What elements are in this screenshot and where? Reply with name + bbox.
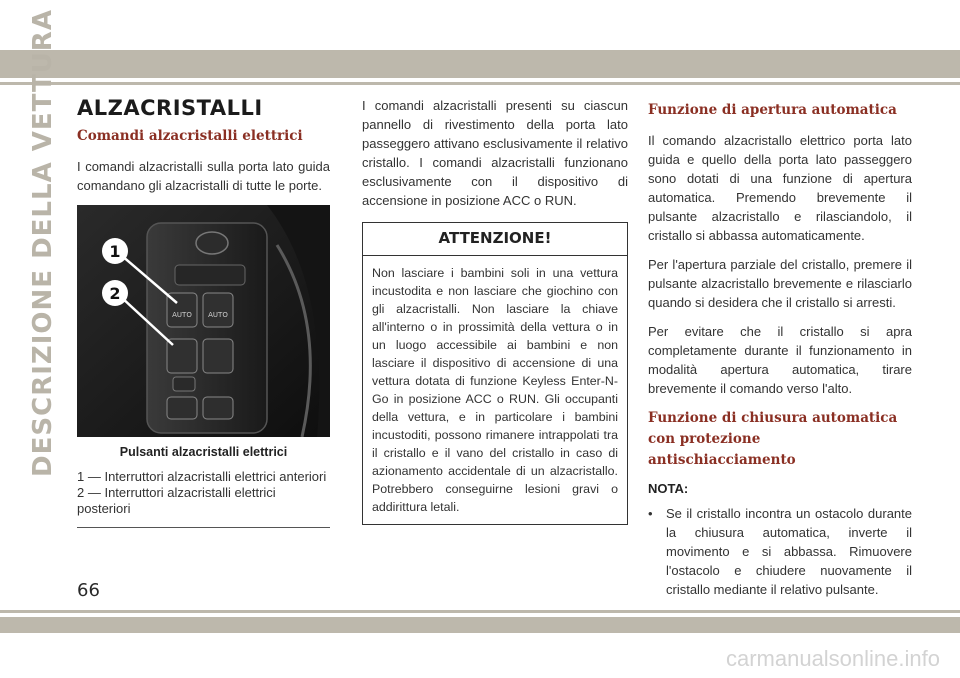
note-bullet [648, 504, 912, 599]
page-number: 66 [77, 580, 100, 601]
header-rule [0, 82, 960, 85]
heading-auto-down: Funzione di apertura automatica [648, 102, 897, 118]
window-switches-photo [77, 205, 330, 437]
section-side-label [28, 8, 58, 477]
subtitle-power-windows: Comandi alzacristalli elettrici [77, 128, 303, 144]
door-unlock-button [167, 397, 197, 419]
front-right-switch [203, 293, 233, 327]
warning-box [362, 222, 628, 525]
warning-title: ATTENZIONE! [363, 223, 627, 256]
column-2 [362, 96, 628, 525]
mirror-knob-icon [196, 232, 228, 254]
column-1 [77, 96, 330, 528]
figure-legend-2: 2 — Interruttori alzacristalli elettrici posteriori [77, 485, 276, 516]
footer-rule [0, 610, 960, 613]
note-bullet-text: Se il cristallo incontra un ostacolo durante la chiusura automatica, inverte il movimento e si abbassa. Rimuovere l'ostacolo e chiudere nuovamente il cristallo mediante il relativo pulsante. [666, 506, 912, 597]
passenger-switch-paragraph: I comandi alzacristalli presenti su ciascun pannello di rivestimento della porta lato passeggero attivano esclusivamente il relativo cristallo. I comandi alzacristalli funzionano esclusivamente con il dispositivo di accensione in posizione ACC o RUN. [362, 98, 628, 208]
section-label-text: DESCRIZIONE DELLA VETTURA [28, 8, 58, 477]
rear-right-switch [203, 339, 233, 373]
header-band [0, 50, 960, 78]
note-label: NOTA: [648, 481, 689, 496]
auto-down-paragraph: Il comando alzacristallo elettrico porta lato guida e quello della porta lato passeggero sono dotati di una funzione di apertura automatica. Premendo brevemente il pulsante alzacristallo e rilasciandolo, il cristallo si abbassa automaticamente. [648, 133, 912, 243]
figure-legend-1: 1 — Interruttori alzacristalli elettrici anteriori [77, 469, 327, 484]
svg-text:AUTO: AUTO [208, 311, 228, 319]
bullet-icon: • [648, 506, 653, 521]
callout-1-label: 1 [109, 242, 121, 261]
door-lock-button [203, 397, 233, 419]
watermark [0, 646, 960, 672]
page-title: ALZACRISTALLI [77, 96, 263, 120]
figure-caption: Pulsanti alzacristalli elettrici [119, 445, 288, 459]
footer-band [0, 617, 960, 633]
window-switches-illustration [77, 205, 330, 437]
watermark-text: carmanualsonline.info [725, 646, 940, 671]
legend-divider [77, 527, 330, 528]
callout-2-label: 2 [109, 284, 121, 303]
warning-text: Non lasciare i bambini soli in una vettura incustodita e non lasciare che giochino con gli alzacristalli. Non lasciare la chiave all'interno o in prossimità della vettura o in un luogo accessibile ai bambini e non lasciare il dispositivo di accensione di una vettura dotata di funzione Keyless Enter-N-Go in posizione ACC o RUN. Gli occupanti della vettura, e in particolare i bambini incustoditi, possono rimanere intrappolati tra il cristallo e il vano del cristallo in caso di azionamento accidentale di un alzacristallo. Potrebbero conseguirne lesioni gravi o addirittura letali. [372, 266, 618, 514]
heading-auto-up: Funzione di chiusura automatica con protezione antischiacciamento [648, 410, 898, 468]
window-lock-button [173, 377, 195, 391]
stop-auto-paragraph: Per evitare che il cristallo si apra completamente durante il funzionamento in modalità apertura automatica, tirare brevemente il comando verso l'alto. [648, 324, 912, 396]
partial-open-paragraph: Per l'apertura parziale del cristallo, premere il pulsante alzacristallo brevemente e rilasciarlo quando si desidera che il cristallo si arresti. [648, 257, 912, 310]
svg-text:AUTO: AUTO [172, 311, 192, 319]
column-3 [648, 96, 912, 599]
intro-paragraph: I comandi alzacristalli sulla porta lato guida comandano gli alzacristalli di tutte le porte. [77, 159, 330, 193]
